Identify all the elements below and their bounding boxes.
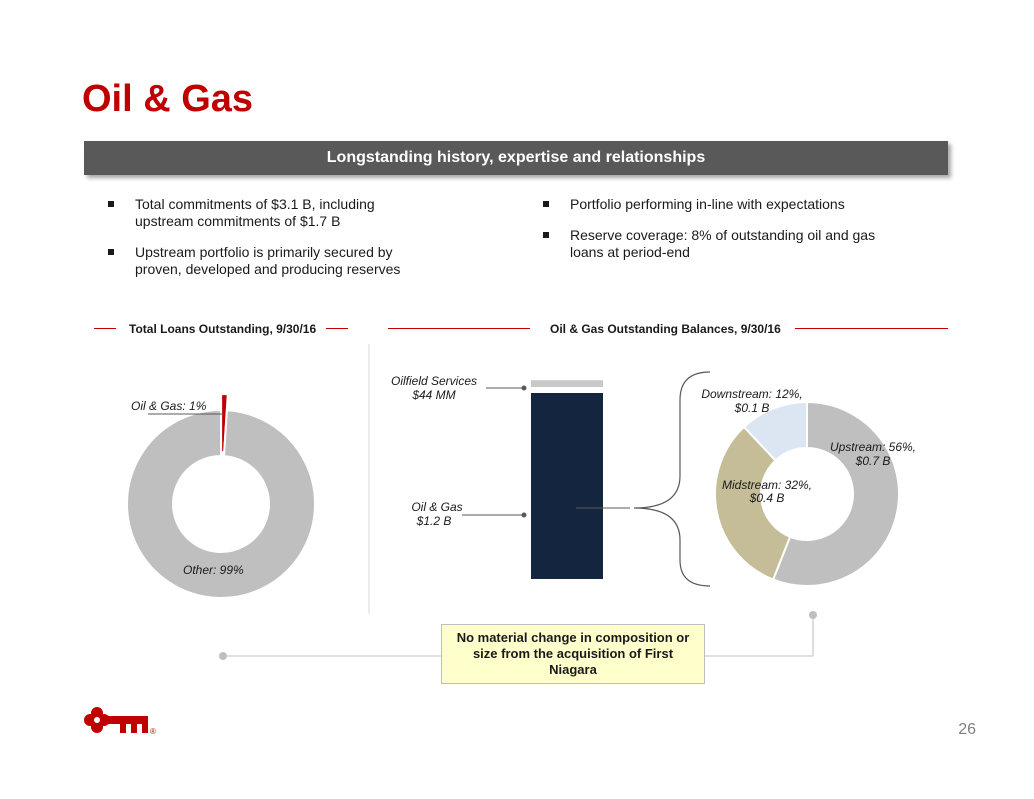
slice-label-upstream: Upstream: 56%, — [829, 440, 917, 454]
bar-segment — [531, 380, 603, 387]
slice-label-oil-gas: Oil & Gas: 1% — [131, 399, 207, 413]
slice-value-midstream: $0.4 B — [749, 491, 785, 505]
section-banner: Longstanding history, expertise and relationships — [84, 141, 948, 175]
bar-label-oil-gas: Oil & Gas — [411, 500, 463, 514]
curly-brace — [634, 372, 710, 586]
bullet-item: Total commitments of $3.1 B, including upstream commitments of $1.7 B — [106, 196, 436, 230]
note-callout: No material change in composition or size from the acquisition of First Niagara — [441, 624, 705, 684]
bullet-item: Upstream portfolio is primarily secured by proven, developed and producing reserves — [106, 244, 436, 278]
leader-dot — [522, 386, 527, 391]
loans-chart-title: Total Loans Outstanding, 9/30/16 — [129, 322, 317, 336]
svg-text:®: ® — [150, 727, 156, 736]
page-number: 26 — [958, 721, 976, 738]
bar-value-oil-gas: $1.2 B — [416, 514, 452, 528]
page-title: Oil & Gas — [82, 78, 254, 120]
slice-value-downstream: $0.1 B — [734, 401, 770, 415]
connector-line — [705, 615, 813, 656]
bar-segment — [531, 393, 603, 579]
balances-stacked-bar — [531, 380, 603, 579]
segment-donut-chart — [715, 402, 899, 586]
slice-label-other: Other: 99% — [183, 563, 244, 577]
slice-label-midstream: Midstream: 32%, — [721, 478, 813, 492]
bar-label-oilfield-services: Oilfield Services — [390, 374, 478, 388]
balances-chart-title: Oil & Gas Outstanding Balances, 9/30/16 — [550, 322, 781, 336]
bullet-item: Reserve coverage: 8% of outstanding oil and gas loans at period-end — [541, 227, 901, 261]
slice-label-downstream: Downstream: 12%, — [701, 387, 803, 401]
bullet-item: Portfolio performing in-line with expectations — [541, 196, 901, 213]
slice-value-upstream: $0.7 B — [855, 454, 891, 468]
leader-dot — [522, 513, 527, 518]
key-logo-icon — [84, 706, 160, 736]
bar-value-oilfield-services: $44 MM — [412, 388, 456, 402]
